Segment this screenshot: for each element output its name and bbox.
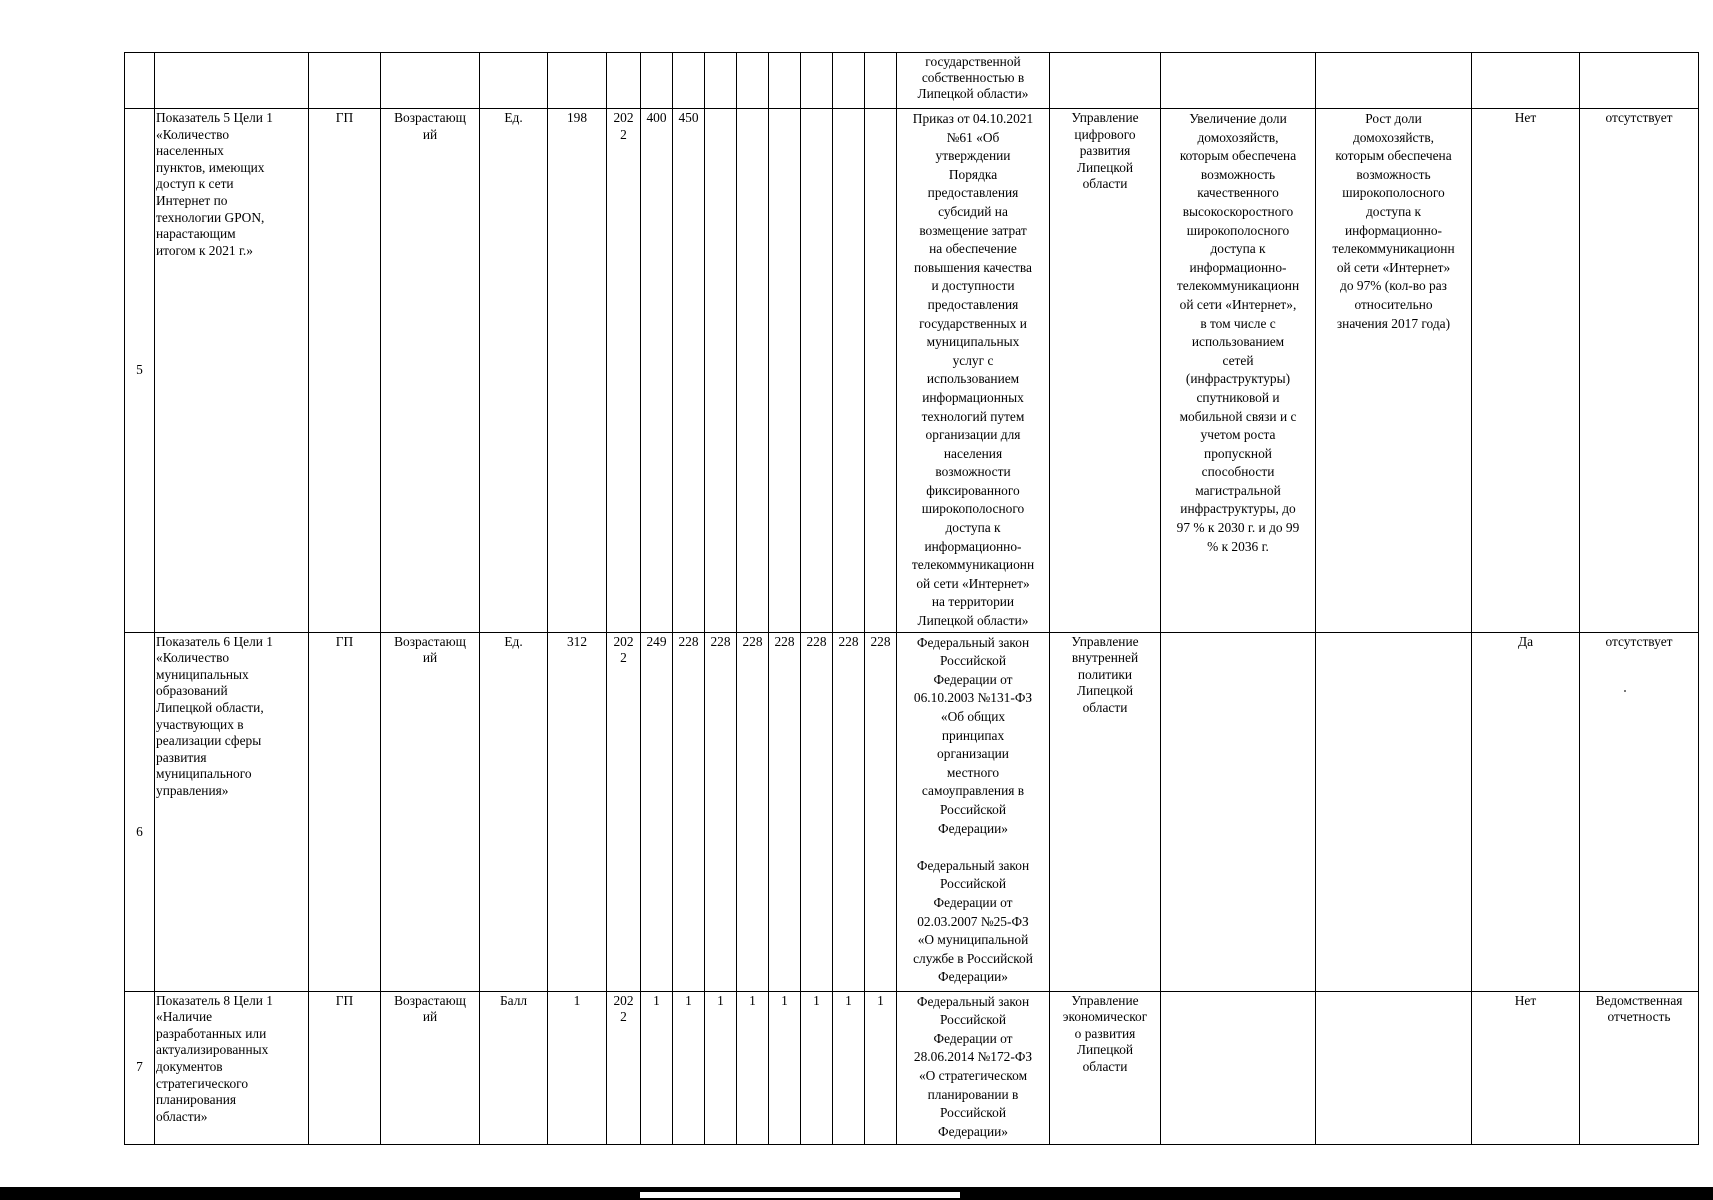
indicator-table [124, 52, 1699, 1145]
value-year-3: 1 [705, 991, 737, 1144]
cell-unit [480, 53, 548, 109]
row-number: 7 [125, 991, 155, 1144]
value-year-7 [833, 109, 865, 633]
value-year-1: 249 [641, 632, 673, 991]
value-year-6: 228 [801, 632, 833, 991]
value-year-8 [865, 109, 897, 633]
base-value: 312 [548, 632, 607, 991]
value-year-2: 228 [673, 632, 705, 991]
indicator-name: Показатель 5 Цели 1 «Количество населенных пунктов, имеющих доступ к сети Интернет по технологии GPON, нарастающим итогом к 2021 г.» [155, 109, 309, 633]
base-year: 202 2 [607, 991, 641, 1144]
cell-year-1 [641, 53, 673, 109]
cell-info-system [1580, 53, 1699, 109]
indicator-attribute: Возрастающ ий [381, 632, 480, 991]
cell-level [309, 53, 381, 109]
table-row-5 [125, 109, 1699, 633]
value-year-1: 1 [641, 991, 673, 1144]
value-year-6: 1 [801, 991, 833, 1144]
legal-document: Федеральный закон Российской Федерации от 28.06.2014 №172-ФЗ «О стратегическом планировании в Российской Федерации» [897, 991, 1050, 1144]
base-value: 1 [548, 991, 607, 1144]
value-year-2: 1 [673, 991, 705, 1144]
gis-flag: Нет [1472, 991, 1580, 1144]
information-system: отсутствует [1580, 109, 1699, 633]
value-year-4: 228 [737, 632, 769, 991]
cell-year-7 [833, 53, 865, 109]
value-year-8: 1 [865, 991, 897, 1144]
base-value: 198 [548, 109, 607, 633]
cell-base-year [607, 53, 641, 109]
table-row-continuation [125, 53, 1699, 109]
base-year: 202 2 [607, 632, 641, 991]
link-national-goal [1161, 991, 1316, 1144]
value-year-3: 228 [705, 632, 737, 991]
row-number: 5 [125, 109, 155, 633]
indicator-attribute: Возрастающ ий [381, 109, 480, 633]
value-year-4: 1 [737, 991, 769, 1144]
cell-base-value [548, 53, 607, 109]
cell-legal-basis: государственной собственностью в Липецкой области» [897, 53, 1050, 109]
indicator-table-sheet [124, 52, 1699, 1145]
cell-year-5 [769, 53, 801, 109]
table-row-6 [125, 632, 1699, 991]
link-national-goal [1161, 632, 1316, 991]
responsible-body: Управление цифрового развития Липецкой области [1050, 109, 1161, 633]
link-national-indicator: Рост доли домохозяйств, которым обеспечена возможность широкополосного доступа к информационно- телекоммуникационн ой сети «Интернет» до 97% (кол-во раз относительно значения 2017 года) [1316, 109, 1472, 633]
responsible-body: Управление экономическог о развития Липецкой области [1050, 991, 1161, 1144]
cell-year-6 [801, 53, 833, 109]
responsible-body: Управление внутренней политики Липецкой области [1050, 632, 1161, 991]
indicator-level: ГП [309, 991, 381, 1144]
value-year-7: 228 [833, 632, 865, 991]
unit-of-measure: Ед. [480, 632, 548, 991]
value-year-8: 228 [865, 632, 897, 991]
cell-link-goal [1161, 53, 1316, 109]
value-year-3 [705, 109, 737, 633]
value-year-4 [737, 109, 769, 633]
legal-document: Приказ от 04.10.2021 №61 «Об утверждении Порядка предоставления субсидий на возмещение затрат на обеспечение повышения качества и доступности предоставления государственных и муниципальных услуг с использованием информационных технологий путем организации для населения возможности фиксированного широкополосного доступа к информационно- телекоммуникационн ой сети «Интернет» на территории Липецкой области» [897, 109, 1050, 633]
scan-speck [1624, 690, 1626, 692]
row-number: 6 [125, 632, 155, 991]
value-year-5 [769, 109, 801, 633]
link-national-indicator [1316, 991, 1472, 1144]
cell-year-4 [737, 53, 769, 109]
indicator-name: Показатель 8 Цели 1 «Наличие разработанных или актуализированных документов стратегического планирования области» [155, 991, 309, 1144]
cell-year-8 [865, 53, 897, 109]
cell-year-2 [673, 53, 705, 109]
cell-gis [1472, 53, 1580, 109]
cell-link-indicator [1316, 53, 1472, 109]
cell-num [125, 53, 155, 109]
unit-of-measure: Балл [480, 991, 548, 1144]
gis-flag: Нет [1472, 109, 1580, 633]
link-national-goal: Увеличение доли домохозяйств, которым обеспечена возможность качественного высокоскоростного широкополосного доступа к информационно- телекоммуникационн ой сети «Интернет», в том числе с использованием сетей (инфраструктуры) спутниковой и мобильной связи и с учетом роста пропускной способности магистральной инфраструктуры, до 97 % к 2030 г. и до 99 % к 2036 г. [1161, 109, 1316, 633]
indicator-level: ГП [309, 109, 381, 633]
unit-of-measure: Ед. [480, 109, 548, 633]
value-year-1: 400 [641, 109, 673, 633]
cell-year-3 [705, 53, 737, 109]
value-year-6 [801, 109, 833, 633]
indicator-level: ГП [309, 632, 381, 991]
scan-bottom-gap [640, 1192, 960, 1198]
value-year-5: 1 [769, 991, 801, 1144]
gis-flag: Да [1472, 632, 1580, 991]
information-system: Ведомственная отчетность [1580, 991, 1699, 1144]
link-national-indicator [1316, 632, 1472, 991]
information-system: отсутствует [1580, 632, 1699, 991]
cell-attr [381, 53, 480, 109]
indicator-name: Показатель 6 Цели 1 «Количество муниципальных образований Липецкой области, участвующих в реализации сферы развития муниципального управления» [155, 632, 309, 991]
legal-document: Федеральный закон Российской Федерации от 06.10.2003 №131-ФЗ «Об общих принципах организации местного самоуправления в Российской Федерации» Федеральный закон Российской Федерации от 02.03.2007 №25-ФЗ «О муниципальной службе в Российской Федерации» [897, 632, 1050, 991]
base-year: 202 2 [607, 109, 641, 633]
value-year-7: 1 [833, 991, 865, 1144]
table-row-7 [125, 991, 1699, 1144]
cell-responsible [1050, 53, 1161, 109]
indicator-attribute: Возрастающ ий [381, 991, 480, 1144]
value-year-2: 450 [673, 109, 705, 633]
value-year-5: 228 [769, 632, 801, 991]
cell-name [155, 53, 309, 109]
